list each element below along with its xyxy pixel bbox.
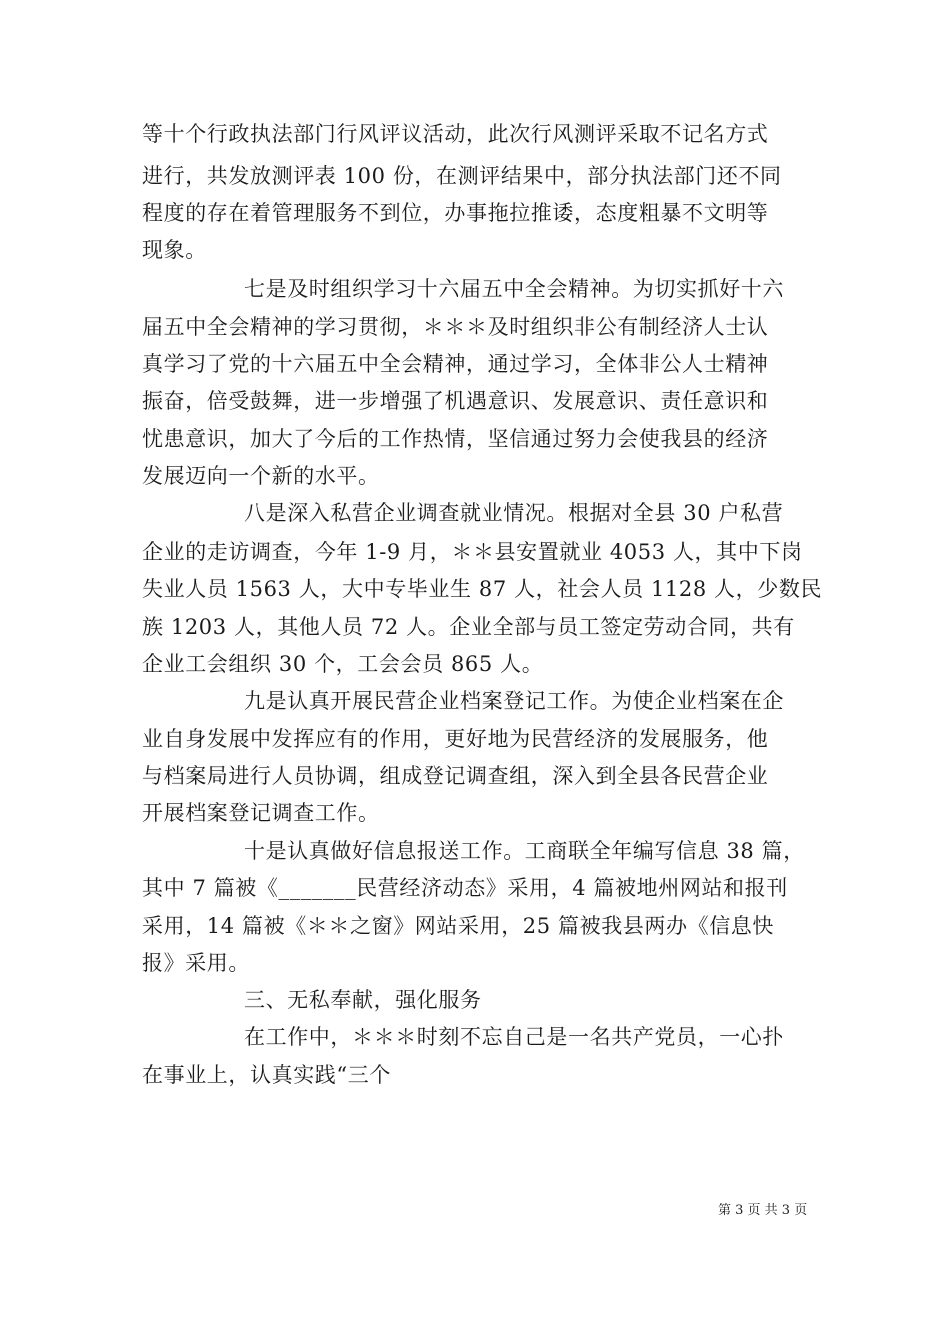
text-line: 族 1203 人，其他人员 72 人。企业全部与员工签定劳动合同，共有: [142, 615, 795, 639]
section-heading: 三、无私奉献，强化服务: [244, 988, 482, 1012]
paragraph-start-line: 七是及时组织学习十六届五中全会精神。为切实抓好十六: [244, 277, 784, 301]
text-line: 开展档案登记调查工作。: [142, 801, 380, 825]
paragraph-start-line: 十是认真做好信息报送工作。工商联全年编写信息 38 篇，: [244, 839, 805, 863]
paragraph-start-line: 八是深入私营企业调查就业情况。根据对全县 30 户私营: [244, 501, 784, 525]
text-line: 企业的走访调查，今年 1-9 月，＊＊县安置就业 4053 人，其中下岗: [142, 540, 803, 564]
text-line: 与档案局进行人员协调，组成登记调查组，深入到全县各民营企业: [142, 764, 769, 788]
text-line: 采用，14 篇被《＊＊之窗》网站采用，25 篇被我县两办《信息快: [142, 914, 774, 938]
text-line: 失业人员 1563 人，大中专毕业生 87 人，社会人员 1128 人，少数民: [142, 577, 823, 601]
text-line: 振奋，倍受鼓舞，进一步增强了机遇意识、发展意识、责任意识和: [142, 389, 769, 413]
text-line: 届五中全会精神的学习贯彻，＊＊＊及时组织非公有制经济人士认: [142, 315, 769, 339]
text-line: 现象。: [142, 238, 207, 262]
paragraph-start-line: 在工作中，＊＊＊时刻不忘自己是一名共产党员，一心扑: [244, 1025, 784, 1049]
text-line: 在事业上，认真实践“三个: [142, 1063, 391, 1087]
page-number-footer: 第 3 页 共 3 页: [718, 1203, 808, 1218]
text-line: 其中 7 篇被《_______民营经济动态》采用，4 篇被地州网站和报刊: [142, 876, 788, 900]
text-line: 进行，共发放测评表 100 份，在测评结果中，部分执法部门还不同: [142, 164, 782, 188]
text-line: 真学习了党的十六届五中全会精神，通过学习，全体非公人士精神: [142, 352, 769, 376]
text-line: 发展迈向一个新的水平。: [142, 464, 380, 488]
text-line: 等十个行政执法部门行风评议活动，此次行风测评采取不记名方式: [142, 122, 769, 146]
text-line: 报》采用。: [142, 951, 250, 975]
paragraph-start-line: 九是认真开展民营企业档案登记工作。为使企业档案在企: [244, 689, 784, 713]
text-line: 企业工会组织 30 个，工会会员 865 人。: [142, 652, 544, 676]
text-line: 业自身发展中发挥应有的作用，更好地为民营经济的发展服务，他: [142, 727, 769, 751]
text-line: 程度的存在着管理服务不到位，办事拖拉推诿，态度粗暴不文明等: [142, 201, 769, 225]
text-line: 忧患意识，加大了今后的工作热情，坚信通过努力会使我县的经济: [142, 427, 769, 451]
